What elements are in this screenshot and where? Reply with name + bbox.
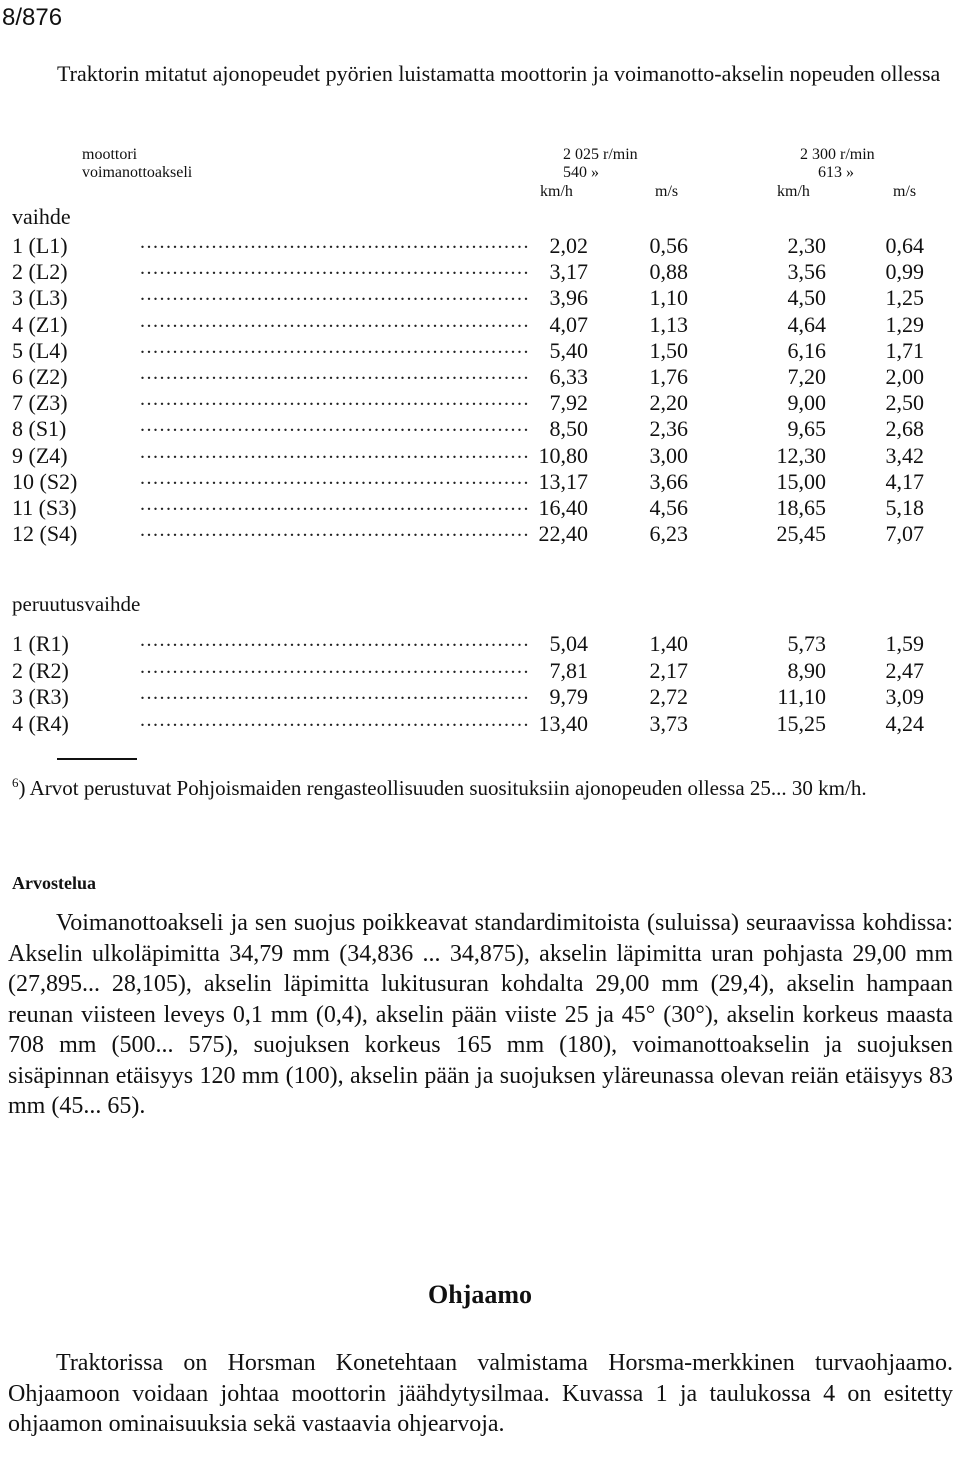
- leader-dots: ............................................................: [140, 466, 530, 489]
- table-cell: 4,24: [885, 710, 924, 736]
- table-cell: 2,36: [649, 416, 688, 442]
- header-pto-label: voimanottoakseli: [82, 164, 193, 181]
- table-cell: 5,04: [549, 631, 588, 656]
- gear-label: 3 (L3): [12, 285, 68, 311]
- table-cell: 1,50: [649, 337, 688, 363]
- leader-dots: ............................................................: [140, 440, 530, 463]
- leader-dots: ............................................................: [140, 655, 530, 678]
- table-cell: 9,65: [787, 416, 826, 442]
- table-cell: 2,72: [649, 684, 688, 709]
- table-cell: 3,66: [649, 468, 688, 494]
- table-cell: 7,81: [549, 657, 588, 683]
- table-cell: 9,00: [787, 390, 826, 416]
- leader-dots: ............................................................: [140, 231, 530, 253]
- leader-dots: ............................................................: [140, 362, 530, 384]
- leader-dots: ............................................................: [140, 629, 530, 651]
- footnote-rule: [57, 758, 137, 760]
- gear-column-label: vaihde: [12, 204, 71, 229]
- page-number: 8/876: [2, 4, 63, 31]
- gear-label: 8 (S1): [12, 416, 67, 442]
- table-cell: 5,18: [885, 495, 924, 520]
- gear-label: 12 (S4): [12, 521, 78, 547]
- section-text-arvostelua: [8, 908, 953, 1122]
- header-unit-kmh-1: km/h: [540, 183, 573, 200]
- header-unit-ms-1: m/s: [655, 183, 679, 200]
- table-cell: 0,88: [649, 259, 688, 285]
- header-unit-kmh-2: km/h: [777, 183, 810, 200]
- table-cell: 3,73: [649, 710, 688, 736]
- table-cell: 16,40: [538, 495, 588, 520]
- table-cell: 6,23: [649, 521, 688, 547]
- table-cell: 15,25: [776, 710, 826, 736]
- table-cell: 1,13: [649, 311, 688, 337]
- table-cell: 3,09: [885, 684, 924, 709]
- table-cell: 13,17: [538, 468, 588, 494]
- table-cell: 1,71: [885, 337, 924, 363]
- section-heading-ohjaamo: Ohjaamo: [428, 1280, 532, 1309]
- table-cell: 4,64: [787, 311, 826, 337]
- footnote-mark: 6: [12, 775, 19, 790]
- table-cell: 1,10: [649, 285, 688, 311]
- table-cell: 4,17: [885, 468, 924, 494]
- header-motor-label: moottori: [82, 146, 138, 163]
- leader-dots: ............................................................: [140, 388, 530, 411]
- gear-label: 2 (L2): [12, 259, 68, 285]
- table-cell: 0,99: [885, 259, 924, 285]
- table-cell: 15,00: [776, 468, 826, 494]
- section-text-arvostelua-body: Voimanottoakseli ja sen suojus poikkeavat standardimitoista (suluissa) seuraavissa kohdissa: Akselin ulkoläpimitta 34,79 mm (34,836 ... 34,875), akselin läpimitta uran pohjasta 29,00 mm (27,895... 28,105), akselin läpimitta lukitusuran kohdalta 29,00 mm (29,4), akselin hampaan reunan viisteen leveys 0,1 mm (0,4), akselin pään viiste 25 ja 45° (30°), akselin korkeus maasta 708 mm (500... 575), suojuksen korkeus 165 mm (180), voimanottoakselin ja suojuksen sisäpinnan etäisyys 120 mm (100), akselin pään ja suojuksen yläreunassa olevan reiän etäisyys 83 mm (45... 65).: [8, 910, 953, 1119]
- table-cell: 0,64: [885, 233, 924, 258]
- table-cell: 11,10: [777, 684, 826, 709]
- leader-dots: ............................................................: [140, 283, 530, 306]
- leader-dots: ............................................................: [140, 493, 530, 515]
- footnote-text: ) Arvot perustuvat Pohjoismaiden rengasteollisuuden suosituksiin ajonopeuden ollessa 25... 30 km/h.: [18, 776, 867, 800]
- leader-dots: ............................................................: [140, 335, 530, 358]
- table-cell: 2,20: [649, 390, 688, 416]
- table-cell: 5,73: [787, 631, 826, 656]
- footnote: [12, 770, 942, 801]
- section-text-ohjaamo: [8, 1348, 953, 1440]
- gear-label: 4 (Z1): [12, 311, 68, 337]
- gear-label: 7 (Z3): [12, 390, 68, 416]
- header-pto-2: 613 »: [818, 164, 854, 181]
- table-cell: 1,76: [649, 364, 688, 389]
- table-cell: 5,40: [549, 337, 588, 363]
- leader-dots: ............................................................: [140, 519, 530, 542]
- leader-dots: ............................................................: [140, 708, 530, 731]
- table-cell: 7,92: [549, 390, 588, 416]
- gear-label: 4 (R4): [12, 710, 69, 736]
- gear-label: 1 (L1): [12, 233, 68, 258]
- header-rpm-2: 2 300 r/min: [800, 146, 875, 163]
- table-cell: 9,79: [549, 684, 588, 709]
- table-cell: 2,02: [549, 233, 588, 258]
- table-cell: 2,50: [885, 390, 924, 416]
- gear-label: 11 (S3): [12, 495, 77, 520]
- gear-label: 10 (S2): [12, 468, 78, 494]
- table-cell: 6,33: [549, 364, 588, 389]
- table-cell: 1,59: [885, 631, 924, 656]
- table-cell: 10,80: [538, 442, 588, 468]
- reverse-gear-label: peruutusvaihde: [12, 592, 141, 616]
- header-rpm-1: 2 025 r/min: [563, 146, 638, 163]
- table-cell: 2,00: [885, 364, 924, 389]
- table-cell: 2,17: [649, 657, 688, 683]
- table-cell: 18,65: [776, 495, 826, 520]
- leader-dots: ............................................................: [140, 257, 530, 280]
- header-unit-ms-2: m/s: [893, 183, 917, 200]
- leader-dots: ............................................................: [140, 682, 530, 704]
- table-cell: 3,96: [549, 285, 588, 311]
- table-cell: 7,07: [885, 521, 924, 547]
- table-cell: 25,45: [776, 521, 826, 547]
- table-cell: 4,56: [649, 495, 688, 520]
- gear-label: 1 (R1): [12, 631, 69, 656]
- table-cell: 3,42: [885, 442, 924, 468]
- table-cell: 2,68: [885, 416, 924, 442]
- table-cell: 12,30: [776, 442, 826, 468]
- section-text-ohjaamo-body: Traktorissa on Horsman Konetehtaan valmistama Horsma-merkkinen turvaohjaamo. Ohjaamoon voidaan johtaa moottorin jäähdytysilmaa. Kuvassa 1 ja taulukossa 4 on esitetty ohjaamon ominaisuuksia sekä vastaavia ohjearvoja.: [8, 1350, 953, 1437]
- gear-label: 5 (L4): [12, 337, 68, 363]
- table-cell: 8,90: [787, 657, 826, 683]
- gear-label: 3 (R3): [12, 684, 69, 709]
- table-cell: 7,20: [787, 364, 826, 389]
- gear-label: 6 (Z2): [12, 364, 68, 389]
- table-cell: 0,56: [649, 233, 688, 258]
- table-cell: 6,16: [787, 337, 826, 363]
- table-cell: 13,40: [538, 710, 588, 736]
- table-cell: 1,29: [885, 311, 924, 337]
- table-cell: 2,30: [787, 233, 826, 258]
- table-cell: 4,50: [787, 285, 826, 311]
- table-cell: 3,00: [649, 442, 688, 468]
- leader-dots: ............................................................: [140, 309, 530, 332]
- table-cell: 1,25: [885, 285, 924, 311]
- table-cell: 22,40: [538, 521, 588, 547]
- section-heading-arvostelua: Arvostelua: [12, 873, 96, 893]
- gear-label: 9 (Z4): [12, 442, 68, 468]
- table-cell: 2,47: [885, 657, 924, 683]
- header-pto-1: 540 »: [563, 164, 599, 181]
- table-cell: 4,07: [549, 311, 588, 337]
- table-cell: 3,56: [787, 259, 826, 285]
- table-cell: 3,17: [549, 259, 588, 285]
- table-cell: 8,50: [549, 416, 588, 442]
- table-title: Traktorin mitatut ajonopeudet pyörien luistamatta moottorin ja voimanotto-akselin nopeuden ollessa: [57, 61, 941, 86]
- gear-label: 2 (R2): [12, 657, 69, 683]
- leader-dots: ............................................................: [140, 414, 530, 437]
- table-cell: 1,40: [649, 631, 688, 656]
